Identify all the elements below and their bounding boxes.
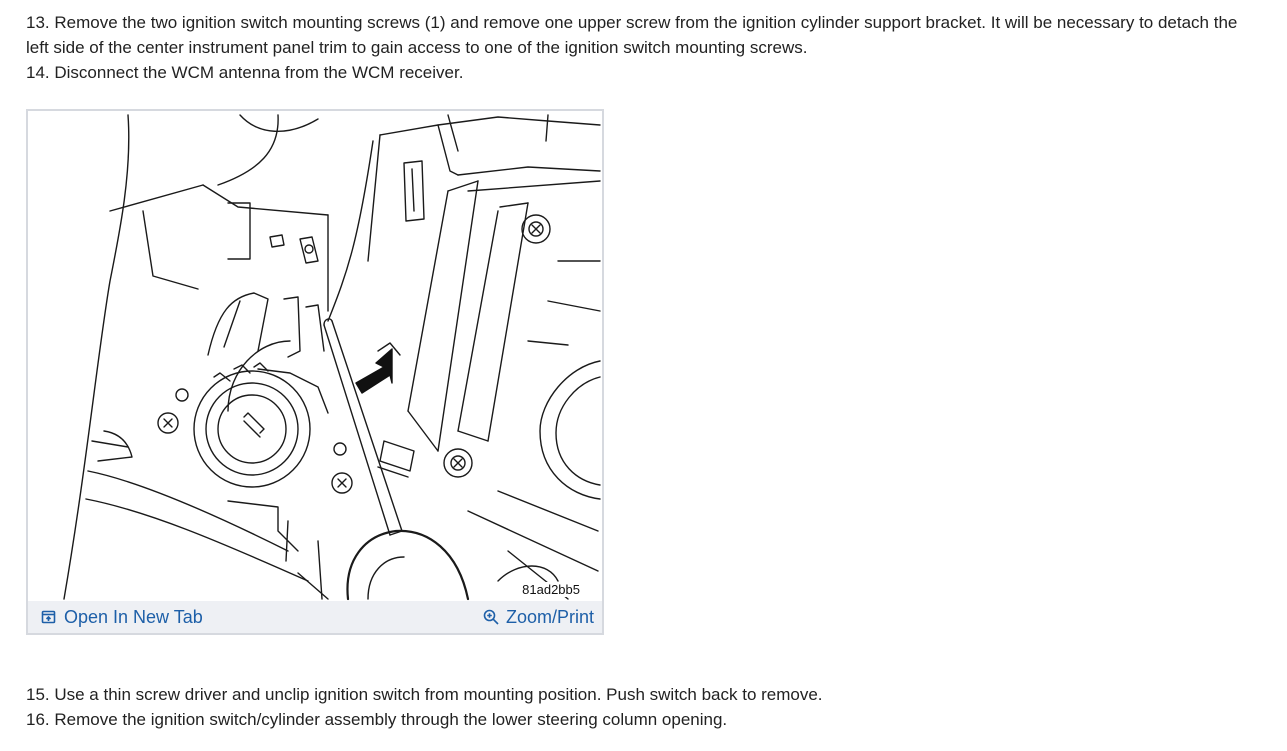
- zoom-print-label: Zoom/Print: [505, 606, 594, 627]
- open-new-tab-icon: [40, 608, 58, 626]
- step-15-text: 15. Use a thin screw driver and unclip ignition switch from mounting position. Push switch back to remove.: [26, 685, 823, 704]
- step-16-text: 16. Remove the ignition switch/cylinder assembly through the lower steering column opening.: [26, 710, 728, 729]
- figure-action-bar: [28, 601, 602, 633]
- step-13-text: 13. Remove the two ignition switch mounting screws (1) and remove one upper screw from the ignition cylinder support bracket. It will be necessary to detach the left side of the center instrument panel trim to gain access to one of the ignition switch mounting screws.: [26, 13, 1238, 57]
- zoom-print-link[interactable]: [482, 601, 594, 633]
- illustration-figure: [26, 109, 604, 635]
- zoom-in-icon: [482, 608, 500, 626]
- open-new-tab-label: Open In New Tab: [64, 606, 203, 627]
- open-new-tab-link[interactable]: [40, 601, 203, 633]
- ignition-switch-illustration: [28, 111, 602, 601]
- figure-code: 81ad2bb5: [522, 582, 580, 597]
- step-14-text: 14. Disconnect the WCM antenna from the WCM receiver.: [26, 63, 464, 82]
